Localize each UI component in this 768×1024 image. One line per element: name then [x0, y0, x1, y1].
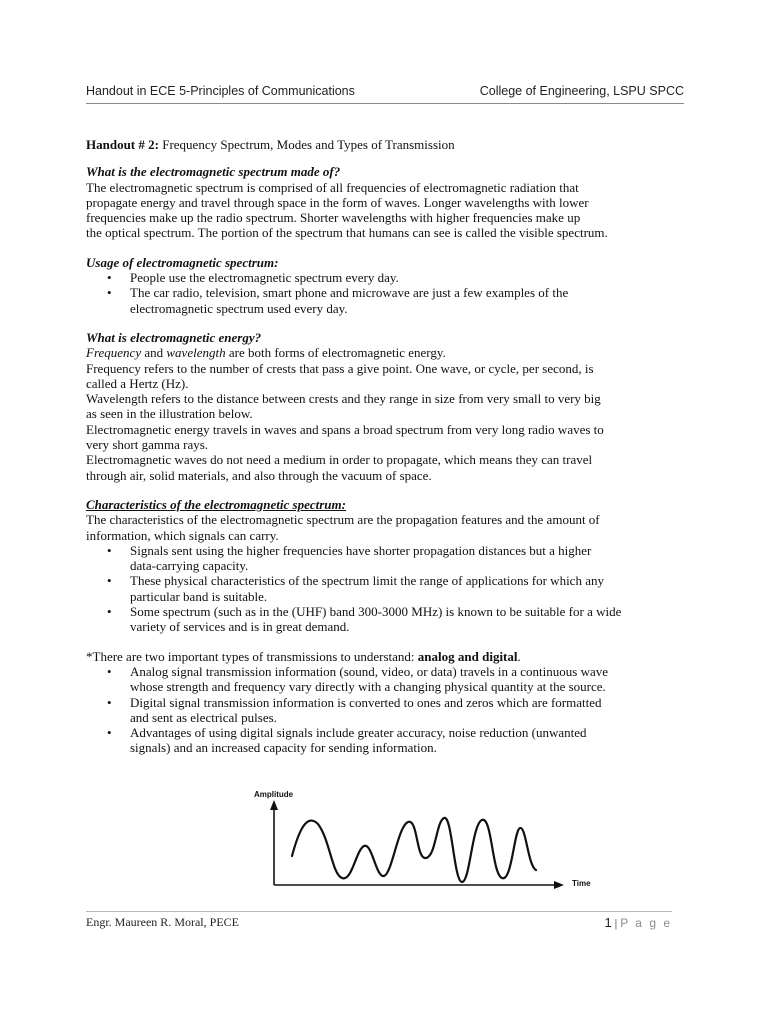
section1-line: the optical spectrum. The portion of the spectrum that humans can see is called the visible spectrum. — [86, 225, 608, 241]
list-item — [130, 543, 688, 574]
section3-line: Electromagnetic waves do not need a medium in order to propagate, which means they can travel — [86, 452, 593, 468]
handout-title — [86, 137, 688, 152]
page-header — [86, 84, 684, 104]
handout-topic: Frequency Spectrum, Modes and Types of Transmission — [158, 137, 455, 152]
y-axis-label: Amplitude — [254, 790, 294, 799]
list-item-line: • Digital signal transmission information is converted to ones and zeros which are formatted — [130, 694, 602, 710]
page-separator: | — [611, 916, 621, 930]
list-item — [130, 573, 688, 604]
section3-line: through air, solid materials, and also through the vacuum of space. — [86, 467, 432, 483]
text-span: are both forms of electromagnetic energy. — [225, 345, 446, 361]
section1-line: propagate energy and travel through space in the form of waves. Longer wavelengths with lower — [86, 194, 589, 210]
section4-line: information, which signals can carry. — [86, 527, 279, 543]
list-item — [130, 270, 688, 285]
term-wavelength: wavelength — [166, 345, 226, 361]
analog-wave-svg — [248, 786, 608, 894]
text-span: . — [517, 648, 521, 664]
footer-page-indicator — [605, 915, 672, 931]
section3-first-line — [86, 345, 688, 360]
list-item — [130, 695, 688, 726]
list-item — [130, 604, 688, 635]
list-item-line: • These physical characteristics of the spectrum limit the range of applications for which any — [130, 573, 604, 589]
section3-line: Frequency refers to the number of crests that pass a give point. One wave, or cycle, per second, is — [86, 360, 594, 376]
footer-author: Engr. Maureen R. Moral, PECE — [86, 915, 239, 929]
page-number: 1 — [604, 915, 612, 930]
list-item-line: electromagnetic spectrum used every day. — [130, 300, 348, 316]
list-item-line: • Signals sent using the higher frequencies have shorter propagation distances but a higher — [130, 542, 592, 558]
list-item-line: variety of services and is in great demand. — [130, 619, 350, 635]
section1-line: The electromagnetic spectrum is comprised of all frequencies of electromagnetic radiation that — [86, 179, 579, 195]
list-item-line: data-carrying capacity. — [130, 558, 249, 574]
section2-list — [86, 270, 688, 316]
x-axis-arrow — [554, 881, 564, 889]
section3-heading: What is electromagnetic energy? — [86, 329, 262, 345]
list-item-line: • Analog signal transmission information (sound, video, or data) travels in a continuous wave — [130, 663, 609, 679]
header-college: College of Engineering, LSPU SPCC — [479, 84, 684, 98]
list-item-line: particular band is suitable. — [130, 588, 268, 604]
page-word: P a g e — [620, 916, 672, 930]
page-footer — [86, 911, 672, 931]
list-item-line: signals) and an increased capacity for sending information. — [130, 740, 437, 756]
analog-wave-figure — [248, 786, 608, 894]
handout-number: Handout # 2: — [86, 137, 159, 152]
header-course-title: Handout in ECE 5-Principles of Communications — [86, 84, 355, 98]
section1-heading: What is the electromagnetic spectrum made of? — [86, 164, 341, 180]
y-axis-arrow — [270, 800, 278, 810]
section4-line: The characteristics of the electromagnetic spectrum are the propagation features and the amount of — [86, 512, 600, 528]
section3-line: Wavelength refers to the distance between crests and they range in size from very small to very big — [86, 391, 601, 407]
section2-heading: Usage of electromagnetic spectrum: — [86, 254, 279, 270]
list-item — [130, 725, 688, 756]
list-item-line: • Some spectrum (such as in the (UHF) band 300-3000 MHz) is known to be suitable for a wide — [130, 604, 622, 620]
section1-line: frequencies make up the radio spectrum. Shorter wavelengths with higher frequencies make up — [86, 210, 581, 226]
list-item — [130, 664, 688, 695]
list-item-line: • Advantages of using digital signals include greater accuracy, noise reduction (unwanted — [130, 725, 587, 741]
section4-heading: Characteristics of the electromagnetic spectrum: — [86, 496, 346, 512]
list-item-line: and sent as electrical pulses. — [130, 709, 277, 725]
section5-list — [86, 664, 688, 756]
term-frequency: Frequency — [86, 345, 142, 361]
analog-digital-emphasis: analog and digital — [417, 648, 518, 664]
list-item — [130, 285, 688, 316]
section3-line: called a Hertz (Hz). — [86, 375, 189, 391]
list-item-line: • The car radio, television, smart phone and microwave are just a few examples of the — [130, 285, 569, 301]
page-content — [86, 137, 688, 756]
section5-intro — [86, 649, 688, 664]
section4-list — [86, 543, 688, 635]
x-axis-label: Time — [572, 879, 591, 888]
text-span: *There are two important types of transmissions to understand: — [86, 648, 418, 664]
list-item-line: • People use the electromagnetic spectrum every day. — [130, 270, 399, 286]
list-item-line: whose strength and frequency vary directly with a changing physical quantity at the source. — [130, 679, 606, 695]
section3-line: as seen in the illustration below. — [86, 406, 253, 422]
text-span: and — [141, 345, 167, 361]
section3-line: Electromagnetic energy travels in waves and spans a broad spectrum from very long radio waves to — [86, 421, 604, 437]
analog-wave — [292, 818, 536, 882]
section3-line: very short gamma rays. — [86, 437, 209, 453]
